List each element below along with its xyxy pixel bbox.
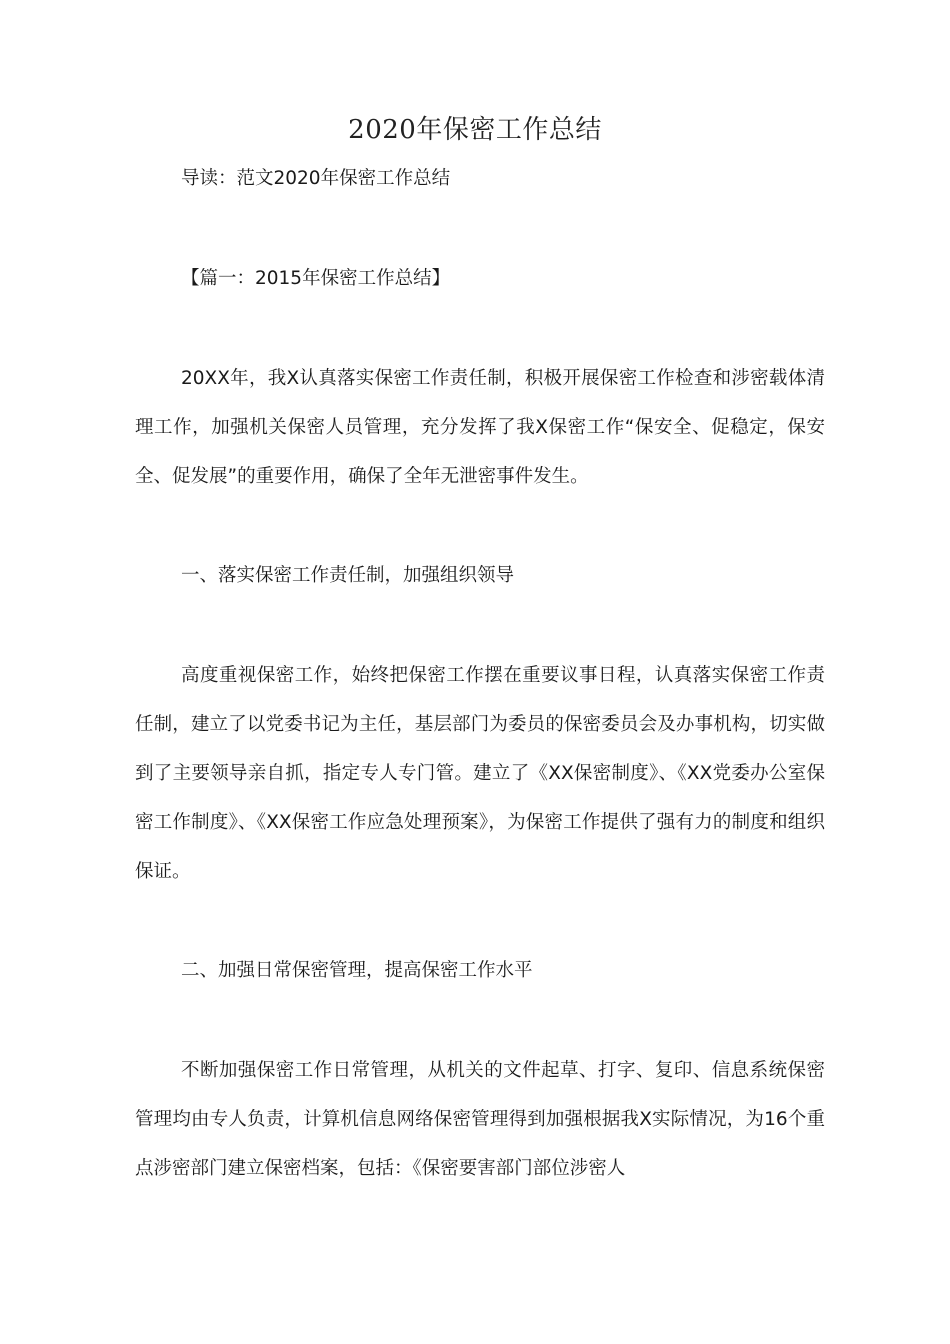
- document-title: 2020年保密工作总结: [348, 115, 602, 145]
- part-heading: 【篇一：2015年保密工作总结】: [181, 268, 451, 289]
- paragraph-intro: 20XX年，我X认真落实保密工作责任制，积极开展保密工作检查和涉密载体清理工作，加强机关保密人员管理，充分发挥了我X保密工作“保安全、促稳定，保安全、促发展”的重要作用，确保了全年无泄密事件发生。: [135, 368, 825, 487]
- paragraph-section-1: 高度重视保密工作，始终把保密工作摆在重要议事日程，认真落实保密工作责任制，建立了以党委书记为主任，基层部门为委员的保密委员会及办事机构，切实做到了主要领导亲自抓，指定专人专门管。建立了《XX保密制度》、《XX党委办公室保密工作制度》、《XX保密工作应急处理预案》，为保密工作提供了强有力的制度和组织保证。: [135, 665, 825, 882]
- section-heading-1: 一、落实保密工作责任制，加强组织领导: [181, 565, 515, 586]
- lead-text: 导读：范文2020年保密工作总结: [181, 168, 451, 189]
- paragraph-section-2: 不断加强保密工作日常管理，从机关的文件起草、打字、复印、信息系统保密管理均由专人负责，计算机信息网络保密管理得到加强根据我X实际情况，为16个重点涉密部门建立保密档案，包括：《保密要害部门部位涉密人: [135, 1060, 825, 1179]
- section-heading-2: 二、加强日常保密管理，提高保密工作水平: [181, 960, 533, 981]
